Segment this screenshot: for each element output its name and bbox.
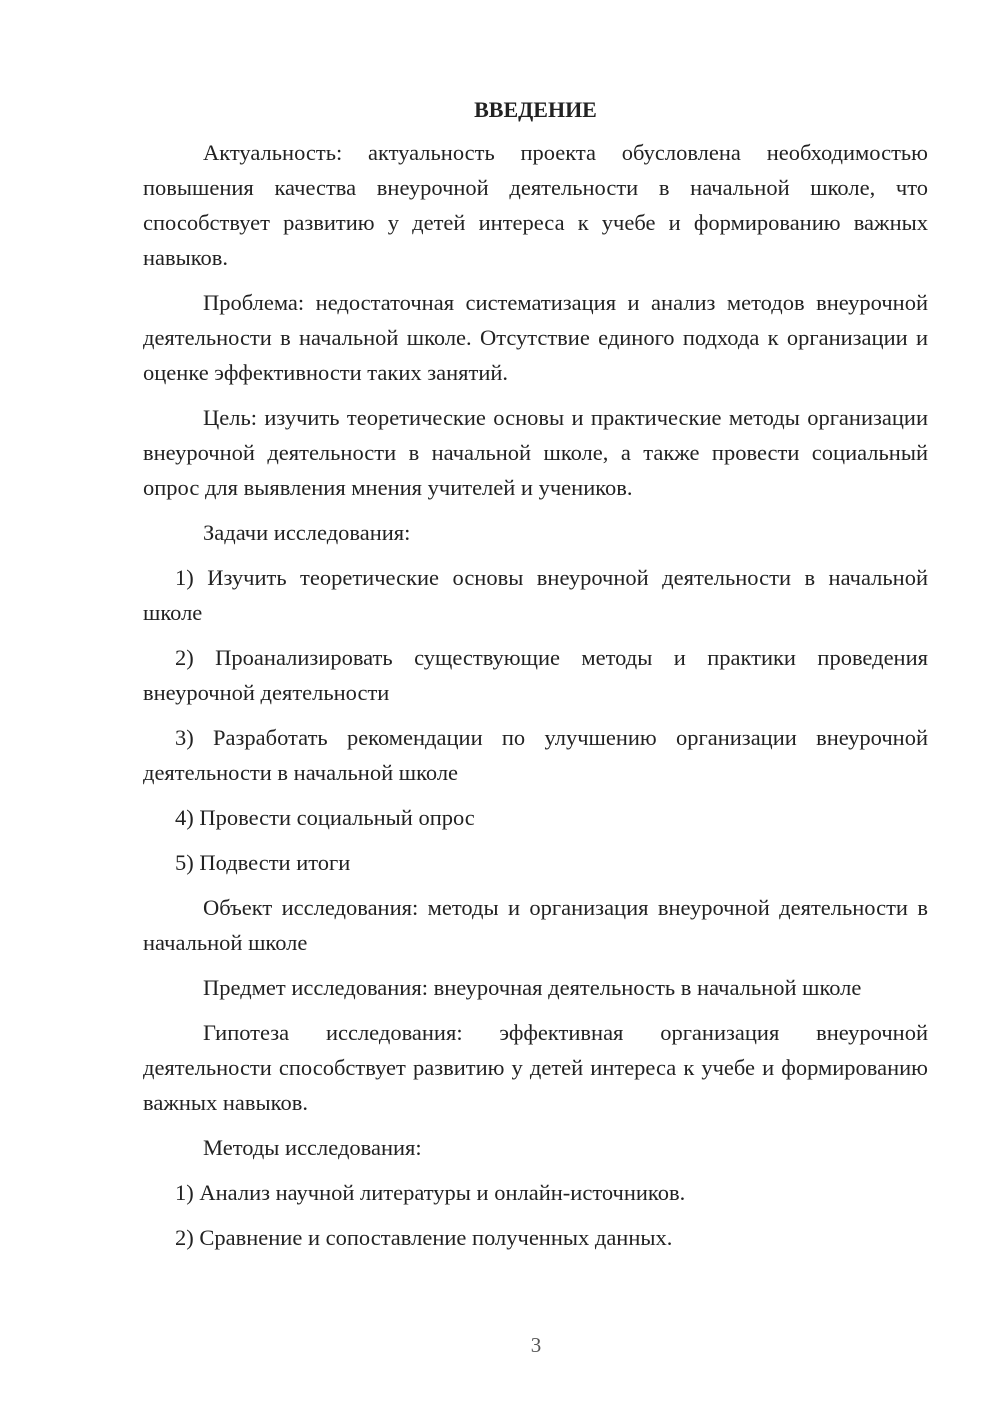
task-item: 5) Подвести итоги bbox=[175, 850, 351, 875]
page-number: 3 bbox=[530, 1333, 542, 1357]
tasks-heading: Задачи исследования: bbox=[203, 520, 411, 545]
document-page bbox=[143, 95, 928, 1265]
task-item: 2) Проанализировать существующие методы и практики проведения внеурочной деятельности bbox=[143, 645, 928, 705]
document-title: ВВЕДЕНИЕ bbox=[474, 97, 597, 122]
goal-paragraph: Цель: изучить теоретические основы и практические методы организации внеурочной деятельности в начальной школе, а также провести социальный опрос для выявления мнения учителей и учеников. bbox=[143, 405, 928, 500]
subject-paragraph: Предмет исследования: внеурочная деятельность в начальной школе bbox=[203, 975, 862, 1000]
methods-heading: Методы исследования: bbox=[203, 1135, 422, 1160]
task-item: 3) Разработать рекомендации по улучшению организации внеурочной деятельности в начальной школе bbox=[143, 725, 928, 785]
hypothesis-paragraph: Гипотеза исследования: эффективная организация внеурочной деятельности способствует развитию у детей интереса к учебе и формированию важных навыков. bbox=[143, 1020, 928, 1115]
problem-paragraph: Проблема: недостаточная систематизация и анализ методов внеурочной деятельности в начальной школе. Отсутствие единого подхода к организации и оценке эффективности таких занятий. bbox=[143, 290, 928, 385]
task-item: 1) Изучить теоретические основы внеурочной деятельности в начальной школе bbox=[143, 565, 928, 625]
object-paragraph: Объект исследования: методы и организация внеурочной деятельности в начальной школе bbox=[143, 895, 928, 955]
relevance-paragraph: Актуальность: актуальность проекта обусловлена необходимостью повышения качества внеурочной деятельности в начальной школе, что способствует развитию у детей интереса к учебе и формированию важных навыков. bbox=[143, 140, 928, 270]
method-item: 1) Анализ научной литературы и онлайн-источников. bbox=[175, 1180, 686, 1205]
task-item: 4) Провести социальный опрос bbox=[175, 805, 475, 830]
method-item: 2) Сравнение и сопоставление полученных данных. bbox=[175, 1225, 673, 1250]
